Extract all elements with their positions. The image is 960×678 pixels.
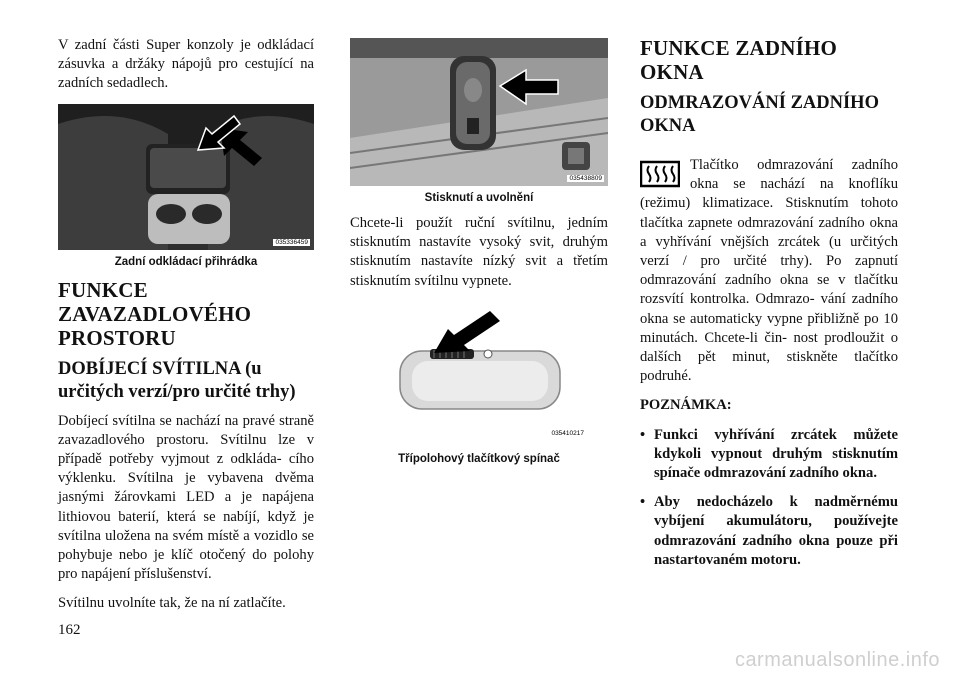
intro-paragraph: V zadní části Super konzoly je odkládací zásuvka a držáky nápojů pro cestující na zadních sedadlech. bbox=[58, 37, 314, 92]
figure-caption: Stisknutí a uvolnění bbox=[424, 192, 534, 204]
bullet-dot: • bbox=[640, 494, 646, 511]
figure-code: 035336459 bbox=[275, 238, 308, 246]
subsection-heading: ODMRAZOVÁNÍ ZADNÍHO OKNA bbox=[640, 93, 879, 136]
bullet-dot: • bbox=[640, 426, 646, 443]
switch-figure bbox=[350, 305, 608, 451]
subsection-heading: DOBÍJECÍ SVÍTILNA (u určitých verzí/pro určité trhy) bbox=[58, 358, 296, 402]
figure-code: 035410217 bbox=[551, 429, 584, 437]
column-left bbox=[58, 36, 314, 624]
section-heading: FUNKCE ZADNÍHO OKNA bbox=[640, 36, 838, 84]
note-bullet-text: Aby nedocházelo k nadměrnému vybíjení akumulátoru, používejte odmrazování zadního okna pouze při nastartovaném motoru. bbox=[654, 494, 898, 568]
figure-caption: Třípolohový tlačítkový spínač bbox=[398, 452, 560, 465]
flashlight-paragraph: Dobíjecí svítilna se nachází na pravé straně zavazadlového prostoru. Svítilnu lze v případě potřeby vyjmout z odkláda- cího výklenku. Svítilna je vybavena dvěma jasnými žárovkami LED a je napájena lithiovou baterií, která se nabíjí, když je svítilna uložena na svém místě a vozidlo se pohybuje nebo je klíč otočený do polohy pro napájení příslušenství. bbox=[58, 412, 314, 583]
watermark: carmanualsonline.info bbox=[734, 649, 940, 671]
defrost-paragraph bbox=[640, 156, 898, 386]
note-bullet bbox=[640, 493, 898, 570]
page-number: 162 bbox=[58, 622, 81, 638]
arrow-icon bbox=[194, 114, 244, 154]
rear-defrost-icon bbox=[640, 160, 680, 188]
note-label: POZNÁMKA: bbox=[640, 397, 732, 414]
rear-console-illustration bbox=[58, 104, 314, 250]
section-heading: FUNKCE ZAVAZADLOVÉHO PROSTORU bbox=[58, 277, 252, 350]
column-right bbox=[640, 36, 898, 580]
defrost-text: Tlačítko odmrazování zadního okna se nachází na knoflíku (režimu) klimatizace. Stisknutím tohoto tlačítka zapnete odmrazování zadního okna a vyhřívání vnějších zrcátek (u určitých verzí / pro určité trhy). Po zapnutí odmrazování zadního okna se v tlačítku rozsvítí kontrolka. Odmrazo- vání zadního okna se automaticky vypne přibližně po 10 minutách. Chcete-li čin- nost prodloužit o dalších pět minut, stiskněte tlačítko podruhé. bbox=[640, 157, 898, 385]
figure-code: 035438809 bbox=[569, 175, 602, 182]
note-bullet-text: Funkci vyhřívání zrcátek můžete kdykoli vypnout druhým stisknutím spínače odmrazování zadního okna. bbox=[654, 426, 898, 482]
figure-caption: Zadní odkládací přihrádka bbox=[114, 255, 258, 268]
flashlight-usage-paragraph: Chcete-li použít ruční svítilnu, jedním stisknutím nastavíte vysoký svit, druhým stisknutím nastavíte nízký svit a třetím stisknutím svítilnu vypnete. bbox=[350, 215, 608, 289]
flashlight-photo bbox=[350, 38, 608, 186]
flashlight-illustration bbox=[350, 38, 608, 186]
rear-storage-photo bbox=[58, 104, 314, 250]
note-bullet bbox=[640, 426, 898, 484]
column-middle bbox=[350, 36, 608, 475]
release-paragraph: Svítilnu uvolníte tak, že na ní zatlačíte. bbox=[58, 595, 286, 612]
